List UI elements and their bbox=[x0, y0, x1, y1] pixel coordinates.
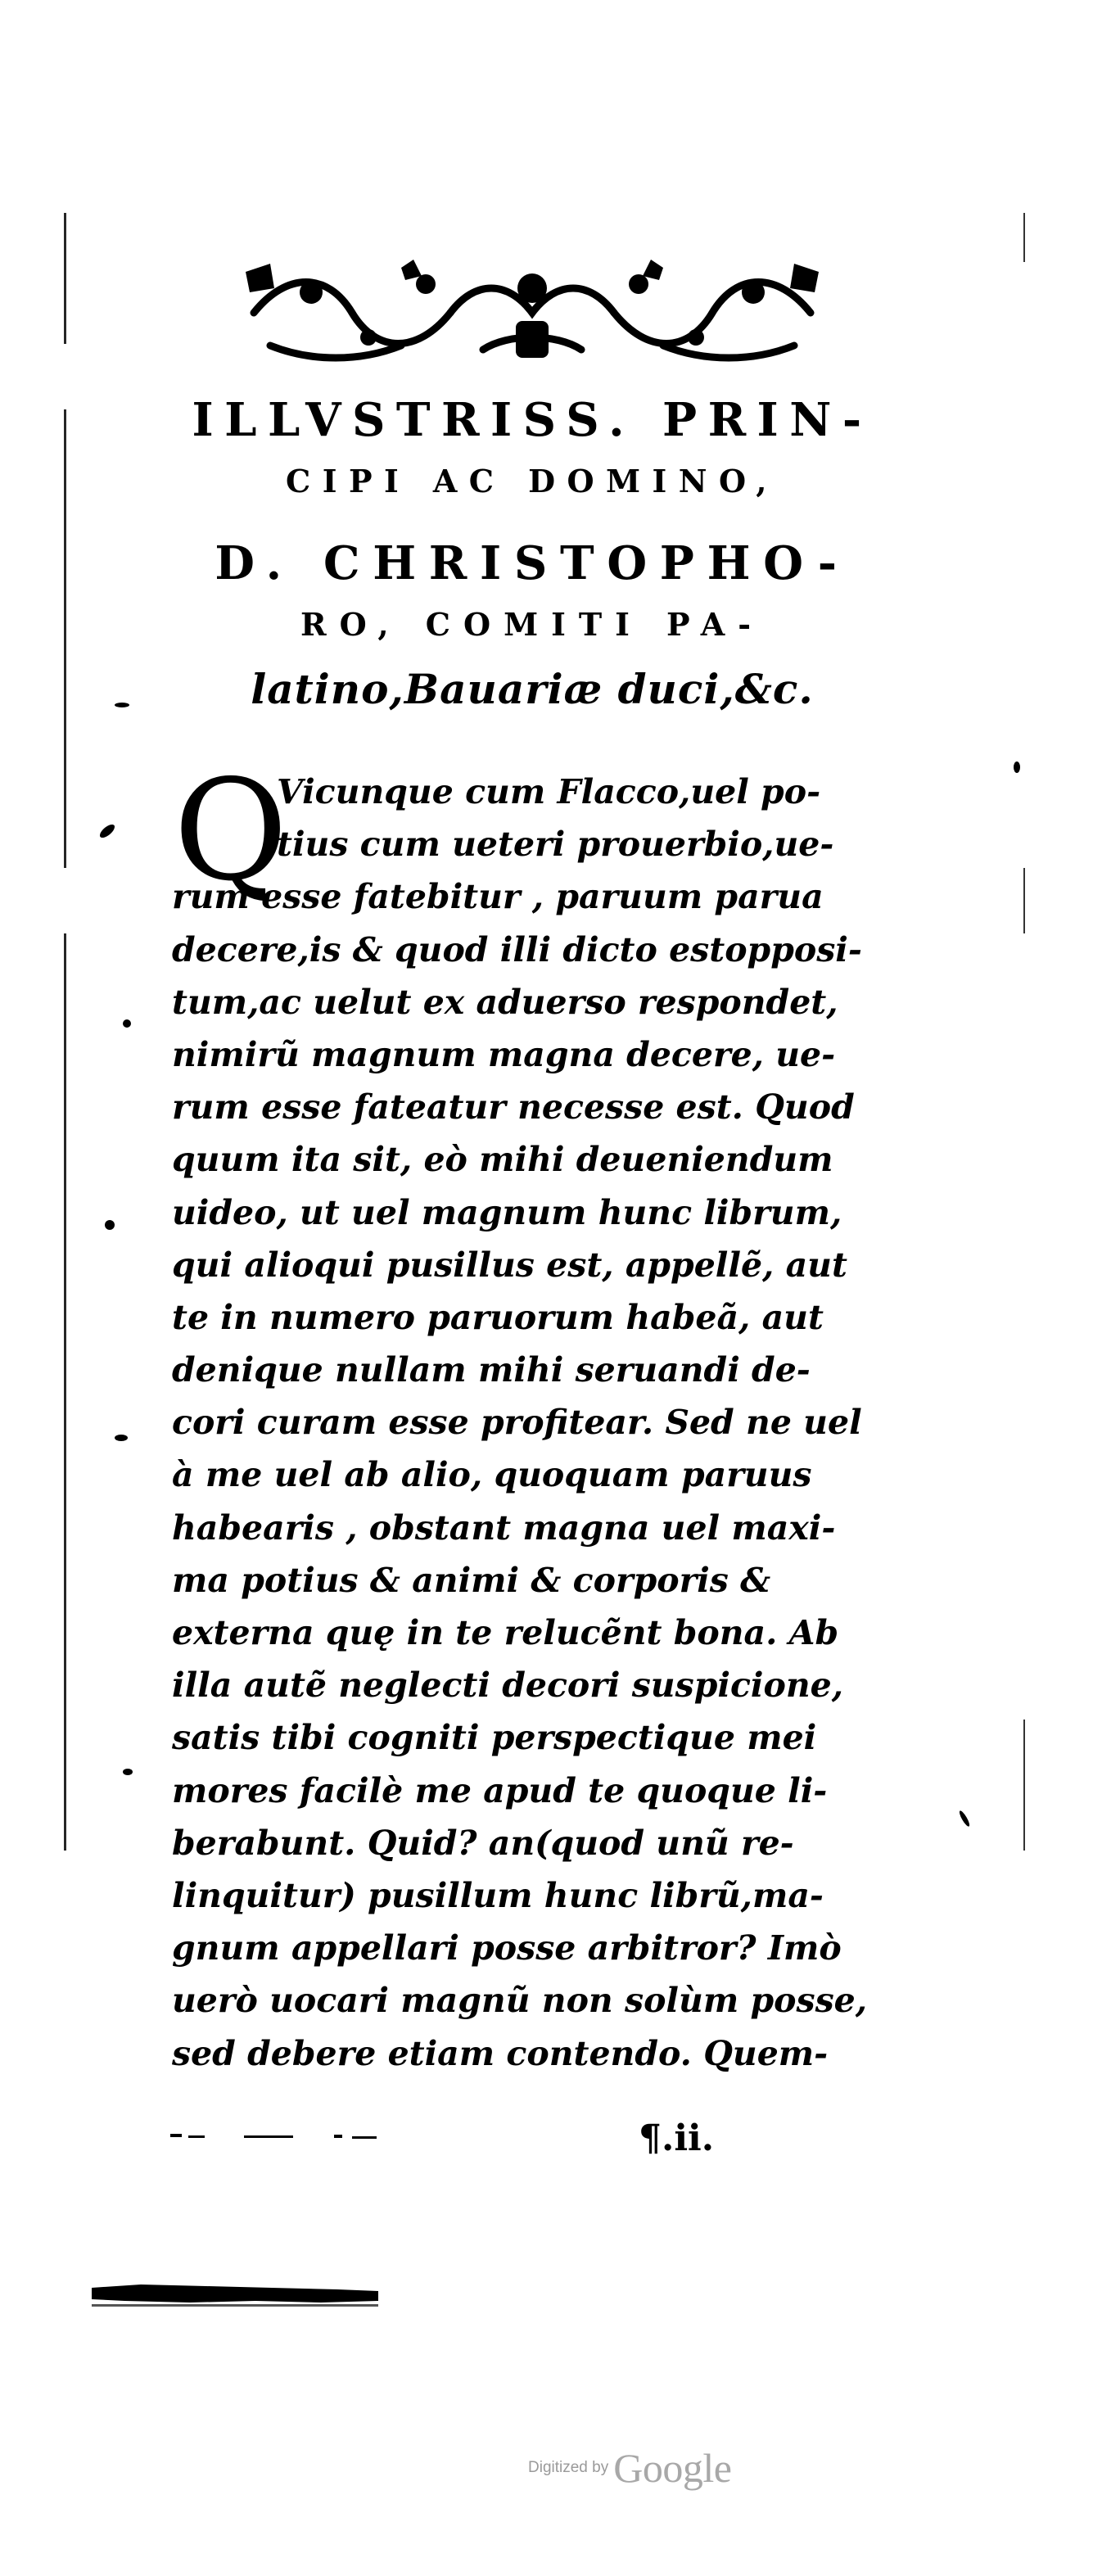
headpiece-ornament bbox=[237, 255, 827, 370]
body-line: rum esse fateatur necesse est. Quod bbox=[172, 1087, 855, 1128]
margin-speck bbox=[115, 1435, 128, 1441]
body-line: denique nullam mihi seruandi de- bbox=[172, 1350, 811, 1390]
body-line: mores facilè me apud te quoque li- bbox=[172, 1770, 828, 1810]
body-line: nimirũ magnum magna decere, ue- bbox=[172, 1034, 836, 1074]
heading-line-1: ILLVSTRISS. PRIN- bbox=[192, 393, 873, 447]
margin-speck bbox=[123, 1769, 133, 1775]
body-line: cori curam esse profitear. Sed ne uel bbox=[172, 1403, 862, 1443]
body-line: ma potius & animi & corporis & bbox=[172, 1560, 771, 1600]
body-line: linquitur) pusillum hunc librũ,ma- bbox=[172, 1875, 824, 1915]
body-line: à me uel ab alio, quoquam paruus bbox=[172, 1455, 812, 1495]
drop-cap: Q bbox=[174, 750, 288, 912]
body-line: sed debere etiam contendo. Quem- bbox=[172, 2033, 829, 2073]
margin-speck bbox=[958, 1810, 971, 1828]
faded-catchword bbox=[170, 2127, 408, 2144]
body-line: qui alioqui pusillus est, appellẽ, aut bbox=[172, 1245, 847, 1285]
body-line: tius cum ueteri prouerbio,ue- bbox=[277, 825, 834, 865]
body-line: berabunt. Quid? an(quod unũ re- bbox=[172, 1823, 794, 1863]
body-line: habearis , obstant magna uel maxi- bbox=[172, 1507, 836, 1548]
body-line: uerò uocari magnũ non solùm posse, bbox=[172, 1981, 868, 2021]
body-line: rum esse fatebitur , paruum parua bbox=[172, 877, 824, 917]
right-margin-rule bbox=[1023, 213, 1025, 1851]
heading-line-4: RO, COMITI PA- bbox=[300, 606, 764, 643]
body-line: gnum appellari posse arbitror? Imò bbox=[172, 1928, 842, 1968]
body-line: decere,is & quod illi dicto estopposi- bbox=[172, 929, 862, 969]
signature-mark: ¶.ii. bbox=[639, 2117, 715, 2159]
margin-speck bbox=[105, 1220, 115, 1230]
body-line: Vicunque cum Flacco,uel po- bbox=[277, 772, 821, 811]
heading-line-5: latino,Bauariæ duci,&c. bbox=[251, 665, 814, 713]
google-wordmark: Google bbox=[613, 2445, 732, 2491]
body-line: tum,ac uelut ex aduerso respondet, bbox=[172, 982, 838, 1022]
margin-speck bbox=[97, 822, 116, 840]
body-line: uideo, ut uel magnum hunc librum, bbox=[172, 1192, 842, 1232]
ink-smudge bbox=[92, 2276, 378, 2309]
heading-line-2: CIPI AC DOMINO, bbox=[286, 463, 779, 499]
body-line: quum ita sit, eò mihi deueniendum bbox=[172, 1140, 833, 1180]
body-line: illa autẽ neglecti decori suspicione, bbox=[172, 1665, 843, 1706]
body-line: externa quę in te relucẽnt bona. Ab bbox=[172, 1613, 839, 1652]
margin-speck bbox=[123, 1019, 131, 1028]
body-text bbox=[172, 766, 909, 2080]
margin-speck bbox=[1014, 762, 1020, 773]
digitized-by-label: Digitized by bbox=[528, 2459, 609, 2476]
digitization-credit bbox=[528, 2444, 731, 2492]
margin-speck bbox=[115, 703, 129, 707]
left-margin-rule bbox=[64, 213, 66, 1851]
heading-line-3: D. CHRISTOPHO- bbox=[215, 536, 850, 590]
body-line: te in numero paruorum habeã, aut bbox=[172, 1297, 824, 1337]
body-line: satis tibi cogniti perspectique mei bbox=[172, 1718, 817, 1758]
